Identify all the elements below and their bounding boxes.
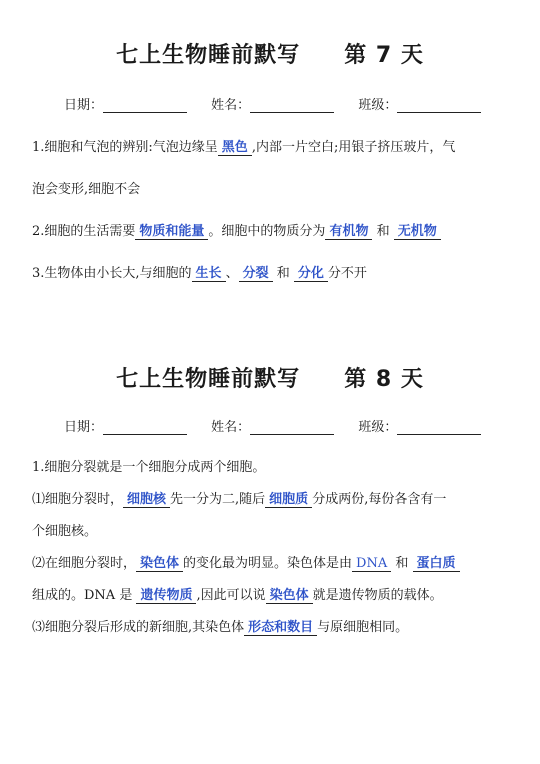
sheet2-line3 [32, 520, 512, 539]
answer-shape-number: 形态和数目 [244, 620, 317, 636]
sheet1-day: 第 7 天 [344, 43, 424, 68]
s2-text-l5b: ,因此可以说 [196, 588, 266, 603]
s2-text-l3: 个细胞核。 [32, 524, 98, 539]
date-line [103, 422, 187, 435]
name-line [250, 422, 334, 435]
sheet1-q1-line1 [32, 136, 512, 156]
sheet2-meta-row [64, 416, 501, 435]
answer-protein: 蛋白质 [413, 556, 460, 572]
sheet2-line5 [32, 584, 512, 604]
q2-text-a: 2.细胞的生活需要 [32, 224, 136, 239]
s2-text-l4a: ⑵在细胞分裂时， [32, 556, 137, 571]
answer-growth: 生长 [192, 266, 226, 282]
s2-text-l5a: 组成的。DNA 是 [32, 588, 133, 603]
sheet2-day: 第 8 天 [344, 367, 424, 392]
sheet1-title [0, 38, 540, 69]
q3-text-c: 和 [276, 266, 290, 281]
q2-text-b: 。细胞中的物质分为 [208, 224, 326, 239]
s2-text-l4c: 和 [395, 556, 409, 571]
class-line [397, 422, 481, 435]
answer-matter-energy: 物质和能量 [135, 224, 208, 240]
answer-chromosome-2: 染色体 [266, 588, 313, 604]
sheet2-line2 [32, 488, 512, 508]
s2-text-l2c: 分成两份,每份各含有一 [312, 492, 447, 507]
answer-division: 分裂 [239, 266, 273, 282]
sheet2-title-text: 七上生物睡前默写 [116, 367, 301, 392]
sheet1-meta-row [64, 94, 501, 113]
answer-chromosome: 染色体 [136, 556, 183, 572]
name-label: 姓名： [211, 98, 251, 113]
sheet2-title [0, 362, 540, 393]
q3-text-a: 3.生物体由小长大,与细胞的 [32, 266, 192, 281]
q1-text-c: 泡会变形,细胞不会 [32, 182, 141, 197]
s2-text-l6b: 与原细胞相同。 [317, 620, 409, 635]
class-label: 班级： [358, 98, 398, 113]
date-label: 日期： [64, 420, 104, 435]
s2-text-l6a: ⑶细胞分裂后形成的新细胞,其染色体 [32, 620, 245, 635]
sheet1-q2 [32, 220, 512, 240]
q1-text-b: ,内部一片空白;用银子挤压玻片，气 [251, 140, 456, 155]
answer-differentiation: 分化 [294, 266, 328, 282]
class-line [397, 100, 481, 113]
answer-genetic-material: 遗传物质 [136, 588, 196, 604]
q2-text-c: 和 [376, 224, 390, 239]
answer-dna: DNA [352, 556, 391, 572]
answer-nucleus: 细胞核 [123, 492, 170, 508]
q3-text-d: 分不开 [327, 266, 367, 281]
s2-text-l2b: 先一分为二,随后 [170, 492, 266, 507]
s2-text-l5c: 就是遗传物质的载体。 [312, 588, 443, 603]
s2-text-l4b: 的变化最为明显。染色体是由 [183, 556, 353, 571]
answer-organic: 有机物 [325, 224, 372, 240]
sheet2-line1 [32, 456, 512, 475]
answer-inorganic: 无机物 [394, 224, 441, 240]
sheet1-q1-line2 [32, 178, 512, 197]
name-line [250, 100, 334, 113]
q1-text-a: 1.细胞和气泡的辨别:气泡边缘呈 [32, 140, 218, 155]
sheet1-q3 [32, 262, 512, 282]
sheet1-title-text: 七上生物睡前默写 [116, 43, 301, 68]
s2-text-l1: 1.细胞分裂就是一个细胞分成两个细胞。 [32, 460, 266, 475]
answer-black: 黑色 [218, 140, 252, 156]
class-label: 班级： [358, 420, 398, 435]
s2-text-l2a: ⑴细胞分裂时， [32, 492, 124, 507]
sheet2-line6 [32, 616, 512, 636]
answer-cytoplasm: 细胞质 [265, 492, 312, 508]
date-line [103, 100, 187, 113]
date-label: 日期： [64, 98, 104, 113]
name-label: 姓名： [211, 420, 251, 435]
sheet2-line4 [32, 552, 512, 572]
q3-text-b: 、 [225, 266, 239, 281]
